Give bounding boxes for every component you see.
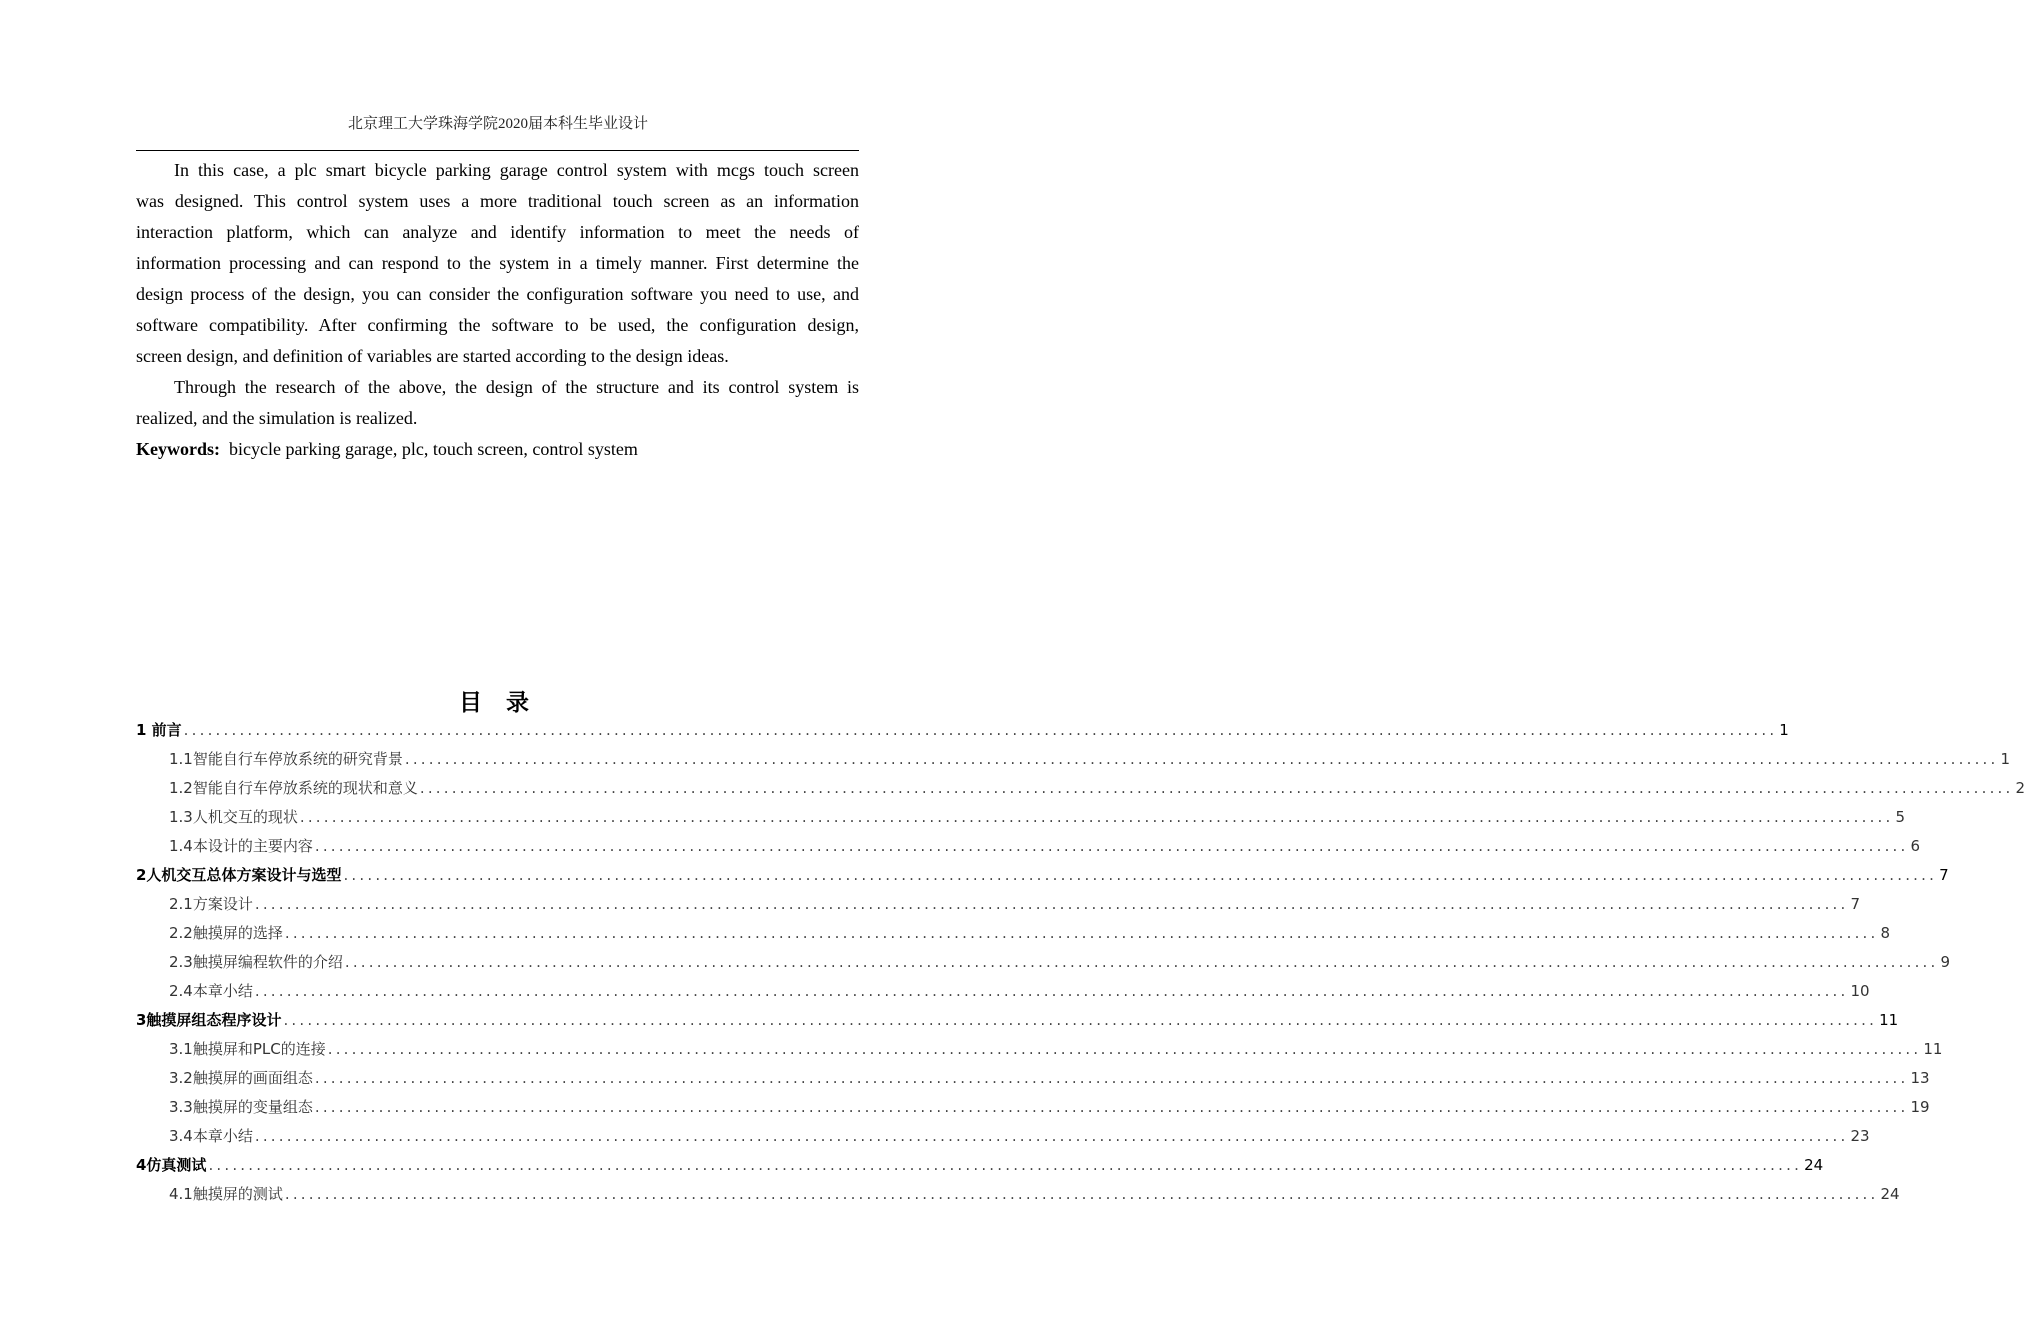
toc-title: 目 录: [458, 690, 537, 716]
toc-entry[interactable]: [136, 745, 2011, 774]
toc-entry-page: 8: [1880, 924, 1891, 942]
toc-dot-leader: ........................................................................................................................................................................................................: [254, 1127, 1849, 1145]
toc-dot-leader: ........................................................................................................................................................................................................: [404, 750, 1999, 768]
abstract-line: information processing and can respond to the system in a timely manner. First determine the: [136, 253, 859, 273]
toc-entry[interactable]: [136, 948, 1951, 977]
toc-entry[interactable]: [136, 977, 1870, 1006]
toc-entry-page: 2: [2015, 779, 2025, 797]
toc-dot-leader: ........................................................................................................................................................................................................: [314, 1098, 1909, 1116]
abstract-line: screen design, and definition of variables are started according to the design ideas.: [136, 346, 729, 366]
toc-entry-title[interactable]: 1.2智能自行车停放系统的现状和意义: [169, 779, 418, 797]
toc-entry-page: 10: [1850, 982, 1870, 1000]
toc-entry-page: 23: [1850, 1127, 1870, 1145]
toc-entry[interactable]: [136, 1064, 1930, 1093]
toc-entry[interactable]: [136, 1180, 1900, 1209]
page-header: 北京理工大学珠海学院2020届本科生毕业设计: [347, 116, 648, 132]
toc-entry[interactable]: [136, 1006, 1899, 1035]
toc-entry-title[interactable]: 2人机交互总体方案设计与选型: [136, 866, 342, 884]
toc-dot-leader: ........................................................................................................................................................................................................: [283, 1011, 1878, 1029]
toc-entry-title[interactable]: 1.4本设计的主要内容: [169, 837, 313, 855]
abstract-line: realized, and the simulation is realized.: [136, 408, 418, 428]
toc-entry-page: 1: [2000, 750, 2011, 768]
toc-entry-page: 11: [1879, 1011, 1899, 1029]
toc-dot-leader: ........................................................................................................................................................................................................: [284, 1185, 1879, 1203]
toc-entry-page: 1: [1779, 721, 1789, 739]
abstract-line: design process of the design, you can consider the configuration software you need to use, and: [136, 284, 859, 304]
toc-dot-leader: ........................................................................................................................................................................................................: [299, 808, 1894, 826]
toc-entry[interactable]: [136, 803, 1906, 832]
toc-entry[interactable]: [136, 861, 1949, 890]
toc-dot-leader: ........................................................................................................................................................................................................: [254, 982, 1849, 1000]
toc-entry[interactable]: [136, 1093, 1930, 1122]
toc-entry-title[interactable]: 4仿真测试: [136, 1156, 207, 1174]
toc-entry-title[interactable]: 3.3触摸屏的变量组态: [169, 1098, 313, 1116]
abstract-line: In this case, a plc smart bicycle parking garage control system with mcgs touch screen: [174, 160, 859, 180]
toc-dot-leader: ........................................................................................................................................................................................................: [183, 721, 1778, 739]
abstract-body: [136, 155, 859, 465]
toc-dot-leader: ........................................................................................................................................................................................................: [419, 779, 2014, 797]
toc-entry-page: 5: [1895, 808, 1906, 826]
toc-entry-title[interactable]: 2.1方案设计: [169, 895, 253, 913]
toc-entry-title[interactable]: 2.3触摸屏编程软件的介绍: [169, 953, 343, 971]
abstract-line: software compatibility. After confirming the software to be used, the configuration design,: [136, 315, 859, 335]
toc-entry-title[interactable]: 3.4本章小结: [169, 1127, 253, 1145]
toc-entry-title[interactable]: 2.2触摸屏的选择: [169, 924, 283, 942]
keywords-value: bicycle parking garage, plc, touch screen, control system: [229, 439, 638, 459]
toc-entry[interactable]: [136, 1035, 1943, 1064]
abstract-line: Through the research of the above, the design of the structure and its control system is: [174, 377, 859, 397]
toc-entry-page: 24: [1880, 1185, 1900, 1203]
toc-entry[interactable]: [136, 716, 1789, 745]
keywords-label: Keywords:: [136, 439, 220, 459]
toc-entry-page: 11: [1923, 1040, 1943, 1058]
toc-entry-title[interactable]: 1 前言: [136, 721, 182, 739]
toc-dot-leader: ........................................................................................................................................................................................................: [314, 1069, 1909, 1087]
toc-entry-title[interactable]: 1.3人机交互的现状: [169, 808, 298, 826]
toc-entry-title[interactable]: 3.1触摸屏和PLC的连接: [169, 1040, 326, 1058]
toc-dot-leader: ........................................................................................................................................................................................................: [344, 953, 1939, 971]
toc-entry[interactable]: [136, 1122, 1870, 1151]
table-of-contents: [136, 716, 2025, 1209]
toc-entry-title[interactable]: 4.1触摸屏的测试: [169, 1185, 283, 1203]
toc-dot-leader: ........................................................................................................................................................................................................: [314, 837, 1909, 855]
toc-dot-leader: ........................................................................................................................................................................................................: [254, 895, 1849, 913]
toc-dot-leader: ........................................................................................................................................................................................................: [284, 924, 1879, 942]
toc-entry[interactable]: [136, 832, 1921, 861]
header-rule: [136, 150, 859, 151]
toc-entry-title[interactable]: 3触摸屏组态程序设计: [136, 1011, 282, 1029]
toc-entry-page: 19: [1910, 1098, 1930, 1116]
toc-entry-page: 6: [1910, 837, 1921, 855]
toc-dot-leader: ........................................................................................................................................................................................................: [343, 866, 1938, 884]
abstract-line: interaction platform, which can analyze and identify information to meet the needs of: [136, 222, 859, 242]
toc-entry[interactable]: [136, 890, 1861, 919]
toc-entry[interactable]: [136, 1151, 1824, 1180]
toc-entry-title[interactable]: 1.1智能自行车停放系统的研究背景: [169, 750, 403, 768]
toc-entry-page: 24: [1804, 1156, 1824, 1174]
toc-entry[interactable]: [136, 919, 1891, 948]
toc-entry[interactable]: [136, 774, 2025, 803]
toc-entry-page: 7: [1850, 895, 1861, 913]
toc-dot-leader: ........................................................................................................................................................................................................: [208, 1156, 1803, 1174]
toc-dot-leader: ........................................................................................................................................................................................................: [327, 1040, 1922, 1058]
toc-entry-title[interactable]: 2.4本章小结: [169, 982, 253, 1000]
toc-entry-page: 13: [1910, 1069, 1930, 1087]
toc-entry-page: 7: [1939, 866, 1949, 884]
toc-entry-page: 9: [1940, 953, 1951, 971]
toc-entry-title[interactable]: 3.2触摸屏的画面组态: [169, 1069, 313, 1087]
keywords-line: [136, 434, 859, 465]
abstract-line: was designed. This control system uses a more traditional touch screen as an information: [136, 191, 859, 211]
